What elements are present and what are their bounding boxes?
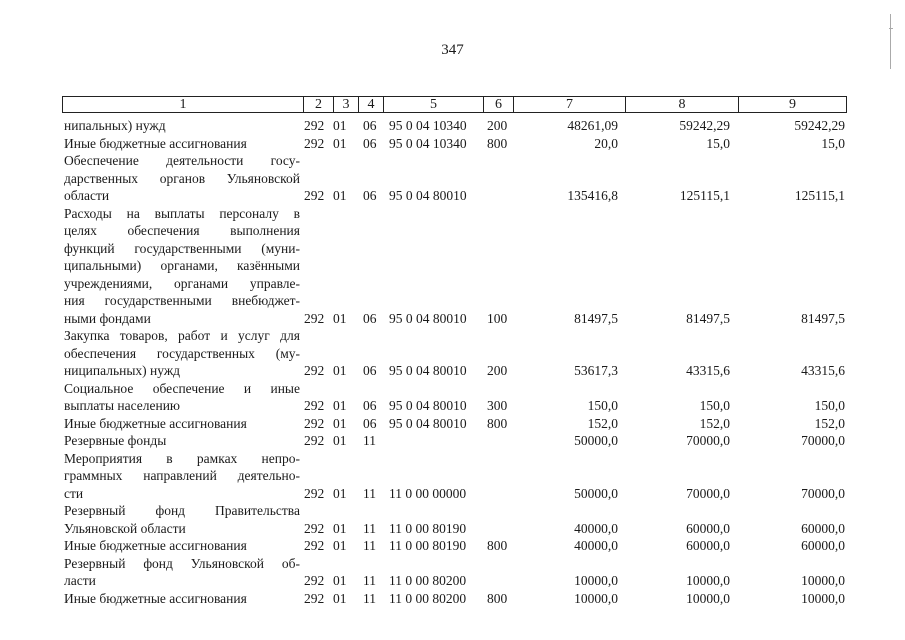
cell-c9: 125115,1	[794, 188, 845, 203]
description-line: ния государственными внебюджет-	[64, 293, 300, 308]
description-line: целях обеспечения выполнения	[64, 223, 300, 238]
cell-c8: 152,0	[699, 415, 730, 431]
cell-c4: 11	[363, 433, 376, 448]
row-description	[64, 205, 300, 328]
cell-c7: 81497,5	[574, 310, 618, 326]
cell-c9: 70000,0	[801, 485, 845, 501]
cell-c4: 11	[363, 538, 376, 553]
cell-c8: 150,0	[699, 398, 730, 413]
description-line: функций государственными (муни-	[64, 240, 300, 256]
description-line: Резервные фонды	[64, 433, 167, 448]
description-line: области	[64, 188, 110, 203]
description-line: нипальных) нужд	[64, 118, 166, 133]
description-line: Закупка товаров, работ и услуг для	[64, 328, 300, 343]
cell-c7: 10000,0	[574, 573, 618, 588]
cell-c5: 95 0 04 80010	[389, 310, 467, 326]
description-line: Иные бюджетные ассигнования	[64, 415, 247, 431]
description-line: Ульяновской области	[64, 520, 186, 536]
cell-c4: 11	[363, 573, 376, 588]
description-line: Расходы на выплаты персоналу в	[64, 205, 300, 221]
header-col-1: 1	[179, 97, 187, 112]
row-description	[64, 432, 300, 450]
cell-c3: 01	[333, 520, 347, 536]
cell-c9: 60000,0	[801, 520, 845, 536]
table-header	[62, 96, 847, 113]
cell-c5: 95 0 04 80010	[389, 188, 467, 203]
row-description	[64, 327, 300, 380]
description-line: сти	[64, 485, 84, 501]
description-line: ципальными) органами, казёнными	[64, 258, 300, 273]
cell-c5: 11 0 00 80200	[389, 573, 467, 588]
description-line: ласти	[64, 573, 96, 588]
description-line: Иные бюджетные ассигнования	[64, 135, 247, 151]
page-number: 347	[441, 42, 464, 58]
cell-c2: 292	[304, 415, 325, 431]
cell-c4: 06	[363, 118, 377, 133]
table-row	[62, 502, 847, 537]
cell-c3: 01	[333, 573, 347, 588]
table-row	[62, 555, 847, 590]
header-col-8: 8	[625, 97, 738, 112]
description-line: Мероприятия в рамках непро-	[64, 450, 300, 466]
table-row	[62, 380, 847, 415]
table-row	[62, 537, 847, 555]
cell-c8: 10000,0	[686, 590, 730, 606]
cell-c7: 50000,0	[574, 433, 618, 448]
row-description	[64, 537, 300, 555]
description-line: Иные бюджетные ассигнования	[64, 538, 247, 553]
cell-c2: 292	[304, 135, 325, 151]
cell-c9: 60000,0	[801, 538, 845, 553]
cell-c8: 60000,0	[686, 520, 730, 536]
cell-c2: 292	[304, 485, 325, 501]
description-line: Социальное обеспечение и иные	[64, 380, 300, 396]
header-col-5: 5	[383, 97, 483, 112]
cell-c7: 135416,8	[567, 188, 618, 203]
row-description	[64, 590, 300, 608]
cell-c7: 150,0	[587, 398, 618, 413]
row-description	[64, 555, 300, 590]
cell-c6: 200	[487, 363, 508, 378]
cell-c2: 292	[304, 118, 325, 133]
cell-c7: 50000,0	[574, 485, 618, 501]
cell-c7: 40000,0	[574, 538, 618, 553]
cell-c5: 11 0 00 80190	[389, 520, 467, 536]
cell-c3: 01	[333, 118, 347, 133]
cell-c5: 11 0 00 80190	[389, 538, 467, 553]
header-col-9: 9	[738, 97, 846, 112]
cell-c8: 15,0	[706, 135, 730, 151]
cell-c2: 292	[304, 433, 325, 448]
description-line: выплаты населению	[64, 398, 181, 413]
header-col-2: 2	[303, 97, 333, 112]
description-line: ными фондами	[64, 310, 151, 326]
cell-c2: 292	[304, 573, 325, 588]
cell-c4: 06	[363, 363, 377, 378]
description-line: Обеспечение деятельности госу-	[64, 153, 300, 168]
row-description	[64, 117, 300, 135]
cell-c5: 95 0 04 10340	[389, 118, 467, 133]
cell-c7: 40000,0	[574, 520, 618, 536]
cell-c3: 01	[333, 398, 347, 413]
cell-c6: 800	[487, 538, 508, 553]
cell-c8: 125115,1	[679, 188, 730, 203]
cell-c9: 152,0	[814, 415, 845, 431]
table-row	[62, 415, 847, 433]
cell-c3: 01	[333, 538, 347, 553]
row-description	[64, 380, 300, 415]
cell-c2: 292	[304, 520, 325, 536]
cell-c7: 48261,09	[567, 118, 618, 133]
row-description	[64, 135, 300, 153]
description-line: граммных направлений деятельно-	[64, 468, 300, 483]
cell-c6: 100	[487, 310, 508, 326]
cell-c3: 01	[333, 433, 347, 448]
header-col-6: 6	[483, 97, 513, 112]
table-row	[62, 152, 847, 205]
row-description	[64, 152, 300, 205]
cell-c5: 95 0 04 80010	[389, 415, 467, 431]
cell-c7: 20,0	[594, 135, 618, 151]
cell-c2: 292	[304, 590, 325, 606]
cell-c3: 01	[333, 485, 347, 501]
table-row	[62, 450, 847, 503]
cell-c5: 95 0 04 80010	[389, 363, 467, 378]
cell-c5: 95 0 04 80010	[389, 398, 467, 413]
cell-c9: 10000,0	[801, 590, 845, 606]
scan-edge-tick	[889, 28, 893, 29]
cell-c8: 70000,0	[686, 433, 730, 448]
cell-c8: 10000,0	[686, 573, 730, 588]
cell-c8: 60000,0	[686, 538, 730, 553]
cell-c7: 10000,0	[574, 590, 618, 606]
table-row	[62, 327, 847, 380]
cell-c4: 11	[363, 520, 376, 536]
cell-c4: 11	[363, 590, 376, 606]
header-col-7: 7	[513, 97, 625, 112]
cell-c5: 11 0 00 00000	[389, 485, 467, 501]
cell-c4: 06	[363, 310, 377, 326]
cell-c9: 10000,0	[801, 573, 845, 588]
cell-c2: 292	[304, 398, 325, 413]
cell-c7: 53617,3	[574, 363, 618, 378]
row-description	[64, 502, 300, 537]
cell-c9: 150,0	[814, 398, 845, 413]
description-line: обеспечения государственных (му-	[64, 345, 300, 361]
cell-c3: 01	[333, 310, 347, 326]
header-col-3: 3	[333, 97, 358, 112]
table-row	[62, 117, 847, 135]
description-line: учреждениями, органами управле-	[64, 275, 300, 291]
cell-c9: 15,0	[821, 135, 845, 151]
cell-c2: 292	[304, 310, 325, 326]
cell-c6: 800	[487, 135, 508, 151]
cell-c8: 70000,0	[686, 485, 730, 501]
cell-c2: 292	[304, 363, 325, 378]
cell-c8: 81497,5	[686, 310, 730, 326]
table-row	[62, 205, 847, 328]
cell-c6: 300	[487, 398, 508, 413]
cell-c3: 01	[333, 188, 347, 203]
cell-c9: 70000,0	[801, 433, 845, 448]
cell-c2: 292	[304, 538, 325, 553]
cell-c4: 06	[363, 188, 377, 203]
table-row	[62, 432, 847, 450]
cell-c6: 800	[487, 415, 508, 431]
row-description	[64, 415, 300, 433]
cell-c9: 59242,29	[794, 118, 845, 133]
table-row	[62, 135, 847, 153]
cell-c8: 59242,29	[679, 118, 730, 133]
cell-c5: 11 0 00 80200	[389, 590, 467, 606]
description-line: ниципальных) нужд	[64, 363, 181, 378]
cell-c3: 01	[333, 590, 347, 606]
cell-c4: 06	[363, 135, 377, 151]
cell-c4: 06	[363, 415, 377, 431]
cell-c2: 292	[304, 188, 325, 203]
cell-c9: 81497,5	[801, 310, 845, 326]
cell-c9: 43315,6	[801, 363, 845, 378]
description-line: Резервный фонд Ульяновской об-	[64, 555, 300, 571]
cell-c3: 01	[333, 135, 347, 151]
cell-c5: 95 0 04 10340	[389, 135, 467, 151]
row-description	[64, 450, 300, 503]
description-line: Иные бюджетные ассигнования	[64, 590, 247, 606]
header-col-4: 4	[358, 97, 383, 112]
description-line: Резервный фонд Правительства	[64, 503, 300, 518]
cell-c4: 06	[363, 398, 377, 413]
description-line: дарственных органов Ульяновской	[64, 170, 300, 186]
cell-c4: 11	[363, 485, 376, 501]
cell-c3: 01	[333, 363, 347, 378]
cell-c3: 01	[333, 415, 347, 431]
cell-c6: 800	[487, 590, 508, 606]
cell-c8: 43315,6	[686, 363, 730, 378]
cell-c7: 152,0	[587, 415, 618, 431]
table-row	[62, 590, 847, 608]
cell-c6: 200	[487, 118, 508, 133]
